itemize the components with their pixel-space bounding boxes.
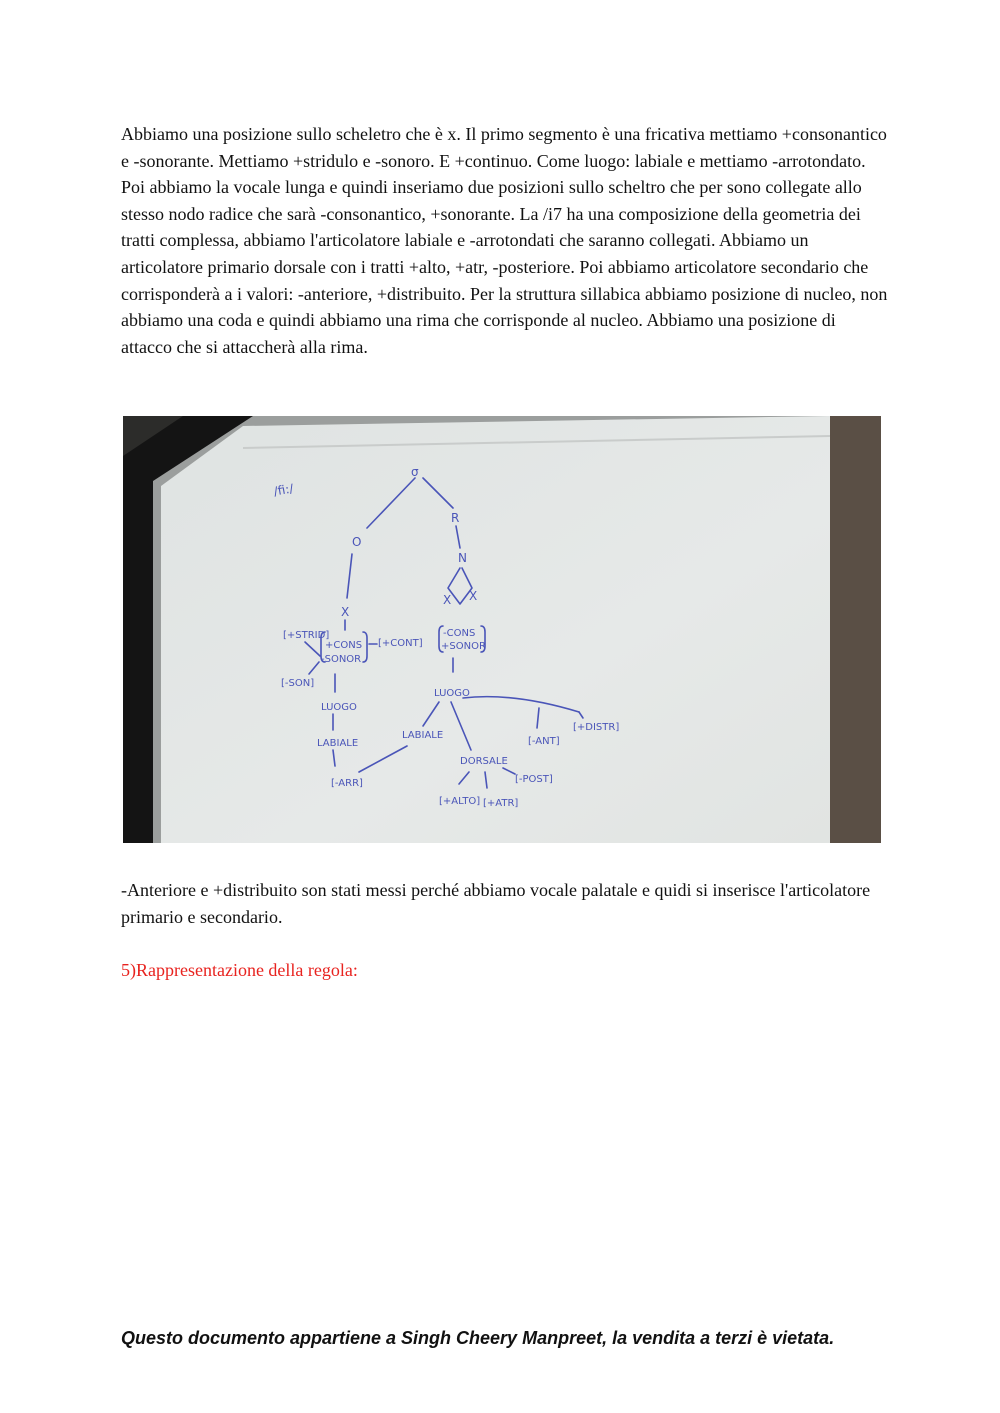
distr-feature: [+DISTR] xyxy=(573,722,620,733)
cons-f-feature: +CONS xyxy=(325,640,363,651)
whiteboard-surface xyxy=(161,416,830,843)
x-onset: X xyxy=(341,605,350,619)
son-feature: [-SON] xyxy=(281,678,315,689)
atr-feature: [+ATR] xyxy=(483,798,519,809)
labiale-f-node: LABIALE xyxy=(317,738,359,749)
luogo-f-node: LUOGO xyxy=(321,702,357,713)
explanation-paragraph: Abbiamo una posizione sullo scheletro che è x. Il primo segmento è una fricativa mettiamo +consonantico e -sonorante. Mettiamo +stridulo e -sonoro. E +continuo. Come luogo: labiale e mettiamo -arrotondato. Poi abbiamo la vocale lunga e quindi inseriamo due posizioni sullo scheltro che per sono collegate allo stesso nodo radice che sarà -consonantico, +sonorante. La /i7 ha una composizione della geometria dei tratti complessa, abbiamo l'articolatore labiale e -arrotondati che saranno collegati. Abbiamo un articolatore primario dorsale con i tratti +alto, +atr, -posteriore. Poi abbiamo articolatore secondario che corrisponderà a i valori: -anteriore, +distribuito. Per la struttura sillabica abbiamo posizione di nucleo, non abbiamo una coda e quindi abbiamo una rima che corrisponde al nucleo. Abbiamo una posizione di attacco che si attaccherà alla rima. xyxy=(121,124,888,357)
nucleus-node: N xyxy=(458,551,467,565)
section-heading: 5)Rappresentazione della regola: xyxy=(121,960,358,980)
x-nucleus-2: X xyxy=(469,589,478,603)
note-paragraph: -Anteriore e +distribuito son stati messi perché abbiamo vocale palatale e quidi si inserisce l'articolatore primario e secondario. xyxy=(121,880,871,927)
sigma-node: σ xyxy=(411,465,419,479)
arr-feature: [-ARR] xyxy=(331,778,363,789)
post-feature: [-POST] xyxy=(515,774,553,785)
labiale-i-node: LABIALE xyxy=(402,730,444,741)
right-wall xyxy=(830,416,881,843)
whiteboard-photo xyxy=(123,416,881,843)
transcription-label: /fi:/ xyxy=(272,481,295,499)
onset-node: O xyxy=(352,535,362,549)
cons-i-feature: -CONS xyxy=(443,628,476,639)
luogo-i-node: LUOGO xyxy=(434,688,470,699)
alto-feature: [+ALTO] xyxy=(439,796,481,807)
stridulo-feature: [+STRID] xyxy=(283,630,330,641)
ant-feature: [-ANT] xyxy=(528,736,560,747)
cont-feature: [+CONT] xyxy=(378,638,423,649)
sonor-i-feature: +SONOR xyxy=(441,641,486,652)
dorsale-node: DORSALE xyxy=(460,756,508,767)
copyright-footer: Questo documento appartiene a Singh Cheery Manpreet, la vendita a terzi è vietata. xyxy=(121,1328,835,1348)
sonor-f-feature: -SONOR xyxy=(321,654,362,665)
rhyme-node: R xyxy=(451,511,460,525)
x-nucleus-1: X xyxy=(443,593,452,607)
